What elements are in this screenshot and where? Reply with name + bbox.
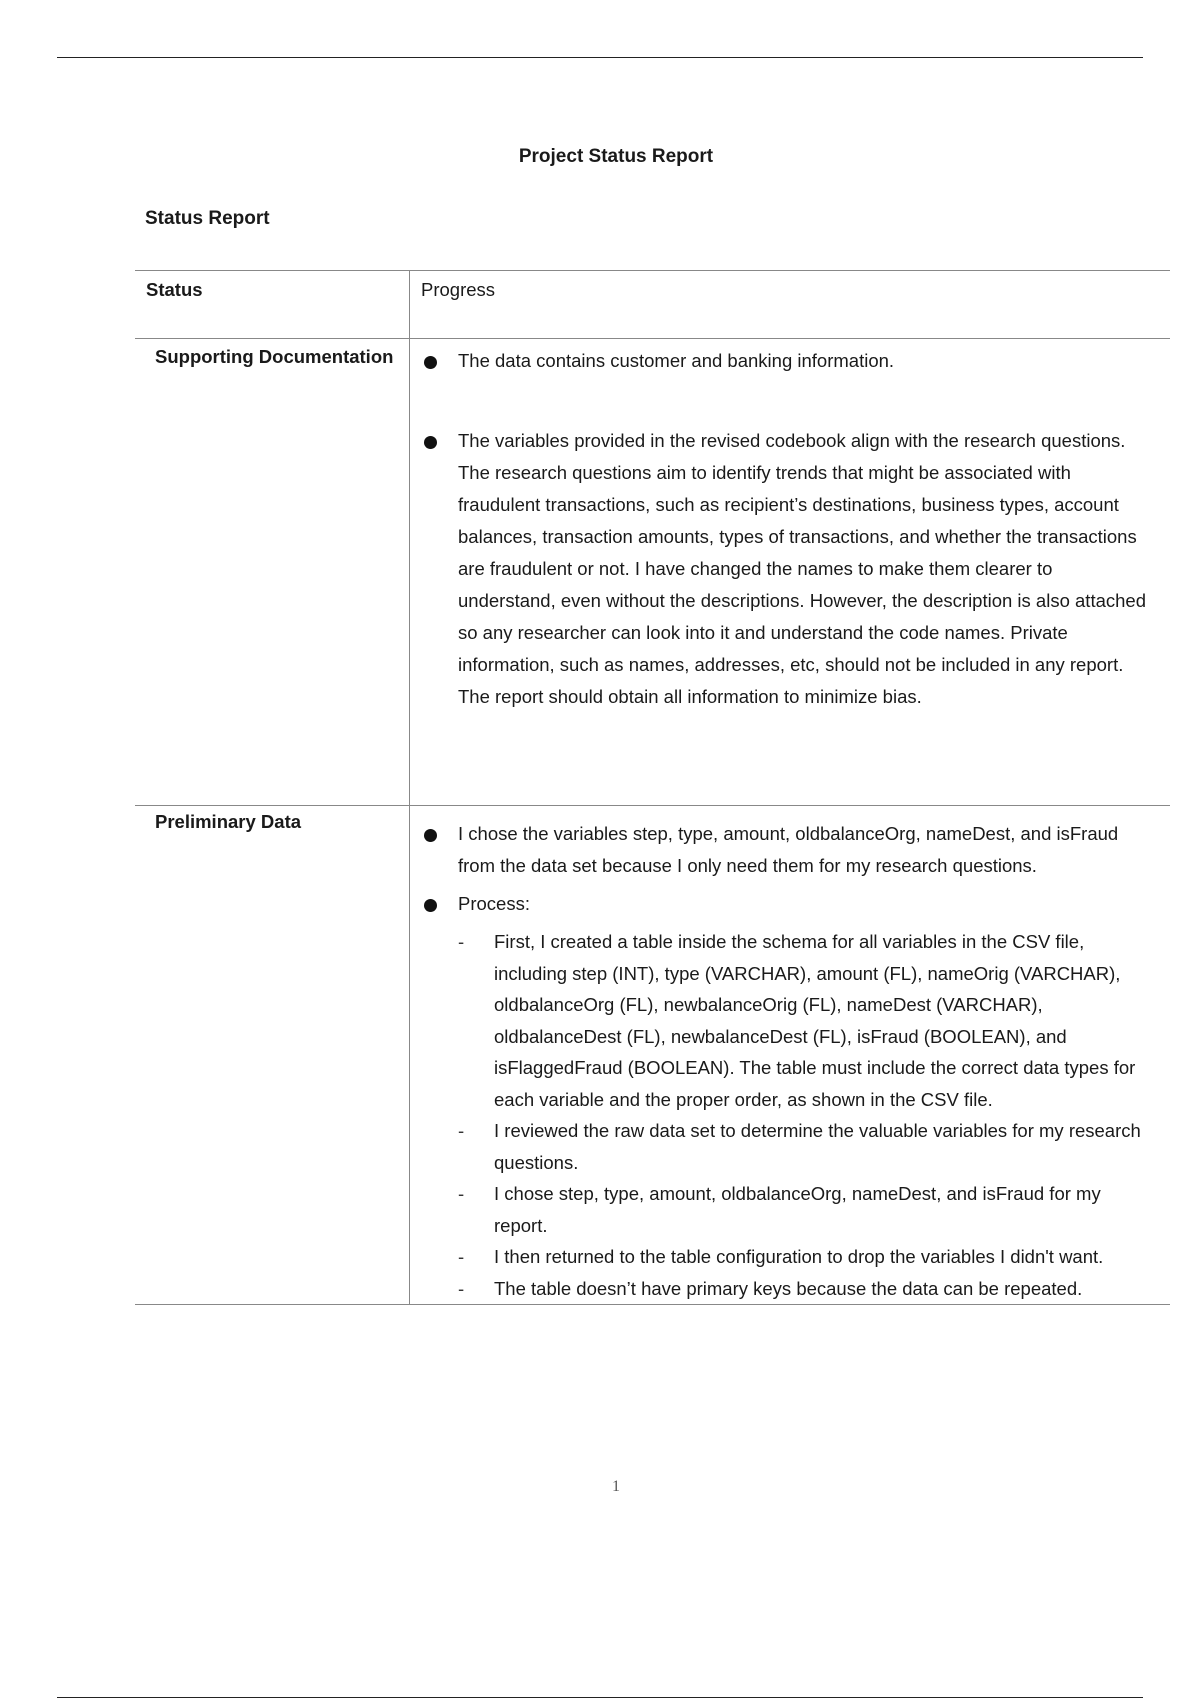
supporting-documentation-bullets	[410, 345, 1152, 713]
table-row-preliminary-data	[135, 806, 1170, 1305]
list-item-process	[410, 888, 1152, 920]
list-item: The variables provided in the revised codebook align with the research questions. The research questions aim to identify trends that might be associated with fraudulent transactions, such as recipient’s destinations, business types, account balances, transaction amounts, types of transactions, and whether the transactions are fraudulent or not. I have changed the names to make them clearer to understand, even without the descriptions. However, the description is also attached so any researcher can look into it and understand the code names. Private information, such as names, addresses, etc, should not be included in any report. The report should obtain all information to minimize bias.	[410, 425, 1152, 713]
list-item: - I then returned to the table configuration to drop the variables I didn't want.	[458, 1241, 1152, 1273]
table-row-status	[135, 271, 1170, 339]
preliminary-data-label: Preliminary Data	[135, 806, 410, 1305]
process-heading: Process:	[458, 893, 530, 914]
table-row-supporting-documentation	[135, 339, 1170, 806]
page-number: 1	[612, 1478, 620, 1495]
list-item: - I chose step, type, amount, oldbalanceOrg, nameDest, and isFraud for my report.	[458, 1178, 1152, 1241]
list-item: The data contains customer and banking information.	[410, 345, 1152, 377]
document-title: Project Status Report	[518, 146, 714, 167]
preliminary-data-bullets	[410, 818, 1152, 920]
status-label: Status	[135, 271, 410, 339]
header-rule	[57, 57, 1143, 58]
status-value: Progress	[410, 271, 1170, 339]
list-item: I chose the variables step, type, amount, oldbalanceOrg, nameDest, and isFraud from the data set because I only need them for my research questions.	[410, 818, 1152, 882]
supporting-documentation-label: Supporting Documentation	[135, 339, 410, 806]
status-table	[135, 270, 1170, 1305]
process-steps-list	[458, 926, 1152, 1304]
footer-rule	[57, 1697, 1143, 1698]
list-item: - The table doesn’t have primary keys because the data can be repeated.	[458, 1273, 1152, 1305]
section-heading: Status Report	[145, 208, 270, 229]
list-item: - I reviewed the raw data set to determine the valuable variables for my research questions.	[458, 1115, 1152, 1178]
supporting-documentation-content	[410, 339, 1170, 806]
list-item: - First, I created a table inside the schema for all variables in the CSV file, including step (INT), type (VARCHAR), amount (FL), nameOrig (VARCHAR), oldbalanceOrg (FL), newbalanceOrig (FL), nameDest (VARCHAR), oldbalanceDest (FL), newbalanceDest (FL), isFraud (BOOLEAN), and isFlaggedFraud (BOOLEAN). The table must include the correct data types for each variable and the proper order, as shown in the CSV file.	[458, 926, 1152, 1115]
preliminary-data-content	[410, 806, 1170, 1305]
